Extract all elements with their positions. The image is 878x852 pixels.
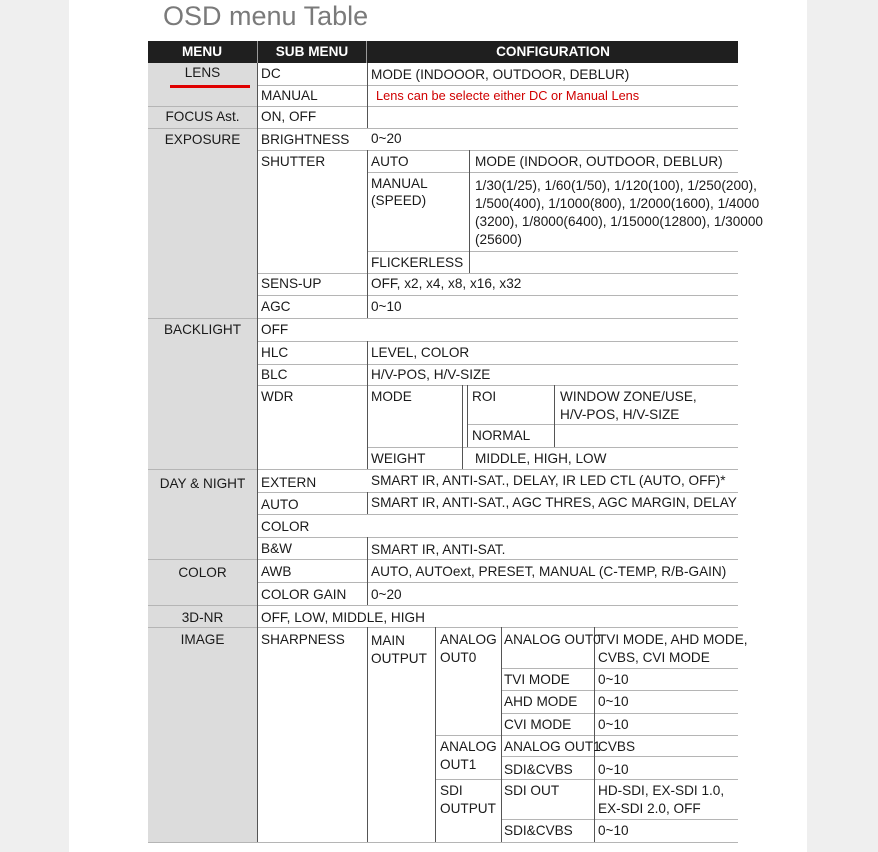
sub-brightness: BRIGHTNESS (261, 132, 350, 147)
sub-off: OFF (261, 322, 289, 337)
opt-sdicvbs-2: SDI&CVBS (504, 823, 573, 838)
table-rule (435, 735, 738, 736)
table-rule (257, 385, 738, 386)
sub-sens-up: SENS-UP (261, 276, 322, 291)
cfg-weight: MIDDLE, HIGH, LOW (475, 451, 607, 466)
sub-shutter: SHUTTER (261, 154, 326, 169)
table-rule (257, 364, 738, 365)
cfg-sdicvbs-2: 0~10 (598, 823, 629, 838)
table-rule (501, 713, 738, 714)
opt-ahd: AHD MODE (504, 694, 578, 709)
cfg-3d-nr: OFF, LOW, MIDDLE, HIGH (261, 610, 425, 625)
column-rule (367, 627, 368, 842)
opt-sdi-output-2: OUTPUT (440, 801, 496, 816)
table-rule (367, 447, 738, 448)
cfg-brightness: 0~20 (371, 131, 402, 146)
header-divider (257, 41, 258, 63)
sub-sharpness: SHARPNESS (261, 632, 345, 647)
cfg-speed-3: (3200), 1/8000(6400), 1/15000(12800), 1/30000 (475, 214, 763, 229)
menu-focus: FOCUS Ast. (165, 109, 240, 124)
opt-auto: AUTO (371, 154, 409, 169)
menu-color: COLOR (178, 565, 227, 580)
opt-analog-out0-1: ANALOG (440, 632, 497, 647)
column-rule (367, 150, 368, 318)
opt-normal: NORMAL (472, 428, 531, 443)
cfg-sdi-out-2: EX-SDI 2.0, OFF (598, 801, 701, 816)
table-rule (367, 251, 738, 252)
table-rule (257, 582, 738, 583)
menu-3d-nr: 3D-NR (181, 610, 224, 625)
opt-roi: ROI (472, 389, 497, 404)
opt-manual-2: (SPEED) (371, 193, 427, 208)
opt-ao1: ANALOG OUT1 (504, 739, 601, 754)
table-rule (257, 341, 738, 342)
sub-bw: B&W (261, 541, 292, 556)
sub-auto: AUTO (261, 497, 299, 512)
menu-column (148, 63, 257, 843)
header-configuration: CONFIGURATION (496, 44, 610, 59)
sub-color: COLOR (261, 519, 310, 534)
column-rule (594, 627, 595, 842)
cfg-ao0-2: CVBS, CVI MODE (598, 650, 710, 665)
table-rule (148, 469, 738, 470)
opt-flickerless: FLICKERLESS (371, 255, 464, 270)
cfg-roi-1: WINDOW ZONE/USE, (560, 389, 697, 404)
table-rule (501, 756, 738, 757)
cfg-sdicvbs-1: 0~10 (598, 762, 629, 777)
menu-backlight: BACKLIGHT (163, 322, 242, 337)
header-divider (366, 41, 367, 63)
sub-blc: BLC (261, 367, 288, 382)
table-rule (257, 150, 738, 151)
cfg-speed-1: 1/30(1/25), 1/60(1/50), 1/120(100), 1/250(200), (475, 178, 757, 193)
cfg-dn-auto: SMART IR, ANTI-SAT., AGC THRES, AGC MARGIN, DELAY (371, 495, 737, 510)
header-menu: MENU (181, 44, 223, 59)
table-rule (257, 514, 738, 515)
sub-wdr: WDR (261, 389, 294, 404)
opt-sdi-out: SDI OUT (504, 783, 560, 798)
opt-cvi: CVI MODE (504, 717, 572, 732)
table-rule (148, 128, 738, 129)
table-rule (257, 273, 738, 274)
column-rule (257, 63, 258, 842)
cfg-ao0-1: TVI MODE, AHD MODE, (598, 632, 748, 647)
table-rule (148, 559, 738, 560)
cfg-ao1: CVBS (598, 739, 636, 754)
opt-main-output-1: MAIN (371, 633, 405, 648)
table-rule (501, 819, 738, 820)
table-rule (257, 85, 738, 86)
sub-agc: AGC (261, 299, 291, 314)
opt-ao0: ANALOG OUT0 (504, 632, 601, 647)
opt-main-output-2: OUTPUT (371, 651, 427, 666)
sub-awb: AWB (261, 564, 292, 579)
column-rule (501, 627, 502, 842)
cfg-speed-2: 1/500(400), 1/1000(800), 1/2000(1600), 1/4000 (475, 196, 760, 211)
header-sub-menu: SUB MENU (275, 44, 349, 59)
opt-sdicvbs-1: SDI&CVBS (504, 762, 573, 777)
cfg-extern: SMART IR, ANTI-SAT., DELAY, IR LED CTL (AUTO, OFF)* (371, 473, 726, 488)
table-header (148, 41, 738, 63)
cfg-agc: 0~10 (371, 299, 402, 314)
table-rule (148, 318, 738, 319)
table-rule (148, 106, 738, 107)
cfg-color-gain: 0~20 (371, 587, 402, 602)
cfg-speed-4: (25600) (475, 232, 522, 247)
menu-day-night: DAY & NIGHT (159, 476, 246, 491)
cfg-roi-2: H/V-POS, H/V-SIZE (560, 407, 680, 422)
table-rule (501, 690, 738, 691)
cfg-dc: MODE (INDOOOR, OUTDOOR, DEBLUR) (371, 67, 630, 82)
column-rule (367, 492, 368, 514)
table-rule (148, 605, 738, 606)
opt-analog-out1-1: ANALOG (440, 739, 497, 754)
cfg-tvi: 0~10 (598, 672, 629, 687)
sub-hlc: HLC (261, 345, 289, 360)
opt-weight: WEIGHT (371, 451, 426, 466)
cfg-blc: H/V-POS, H/V-SIZE (371, 367, 491, 382)
opt-analog-out1-2: OUT1 (440, 757, 477, 772)
opt-analog-out0-2: OUT0 (440, 650, 477, 665)
lens-underline (170, 85, 250, 88)
cfg-sdi-out-1: HD-SDI, EX-SDI 1.0, (598, 783, 725, 798)
column-rule (435, 627, 436, 842)
cfg-bw: SMART IR, ANTI-SAT. (371, 542, 506, 557)
sub-color-gain: COLOR GAIN (261, 587, 347, 602)
sub-manual: MANUAL (261, 88, 318, 103)
column-rule (462, 385, 463, 469)
opt-sdi-output-1: SDI (440, 783, 463, 798)
table-rule (257, 295, 738, 296)
menu-lens: LENS (184, 65, 221, 80)
column-rule (367, 537, 368, 605)
column-rule (467, 385, 468, 447)
opt-manual-1: MANUAL (371, 176, 428, 191)
cfg-hlc: LEVEL, COLOR (371, 345, 470, 360)
menu-exposure: EXPOSURE (164, 132, 241, 147)
cfg-ahd: 0~10 (598, 694, 629, 709)
page-title: OSD menu Table (163, 1, 369, 31)
sub-dc: DC (261, 66, 281, 81)
table-rule (257, 537, 738, 538)
cfg-focus: ON, OFF (261, 109, 317, 124)
menu-image: IMAGE (180, 632, 225, 647)
sub-extern: EXTERN (261, 475, 317, 490)
column-rule (554, 385, 555, 447)
cfg-awb: AUTO, AUTOext, PRESET, MANUAL (C-TEMP, R/B-GAIN) (371, 564, 727, 579)
cfg-cvi: 0~10 (598, 717, 629, 732)
table-rule (467, 424, 738, 425)
opt-tvi: TVI MODE (504, 672, 570, 687)
cfg-sens-up: OFF, x2, x4, x8, x16, x32 (371, 276, 522, 291)
table-rule (435, 779, 738, 780)
table-rule (148, 627, 738, 628)
table-rule (501, 668, 738, 669)
column-rule (367, 63, 368, 128)
table-rule (367, 172, 738, 173)
opt-mode: MODE (371, 389, 412, 404)
lens-note: Lens can be selecte either DC or Manual Lens (376, 88, 640, 103)
table-rule (257, 492, 738, 493)
cfg-auto: MODE (INDOOR, OUTDOOR, DEBLUR) (475, 154, 723, 169)
table-rule (148, 842, 738, 843)
column-rule (367, 341, 368, 469)
column-rule (469, 150, 470, 273)
